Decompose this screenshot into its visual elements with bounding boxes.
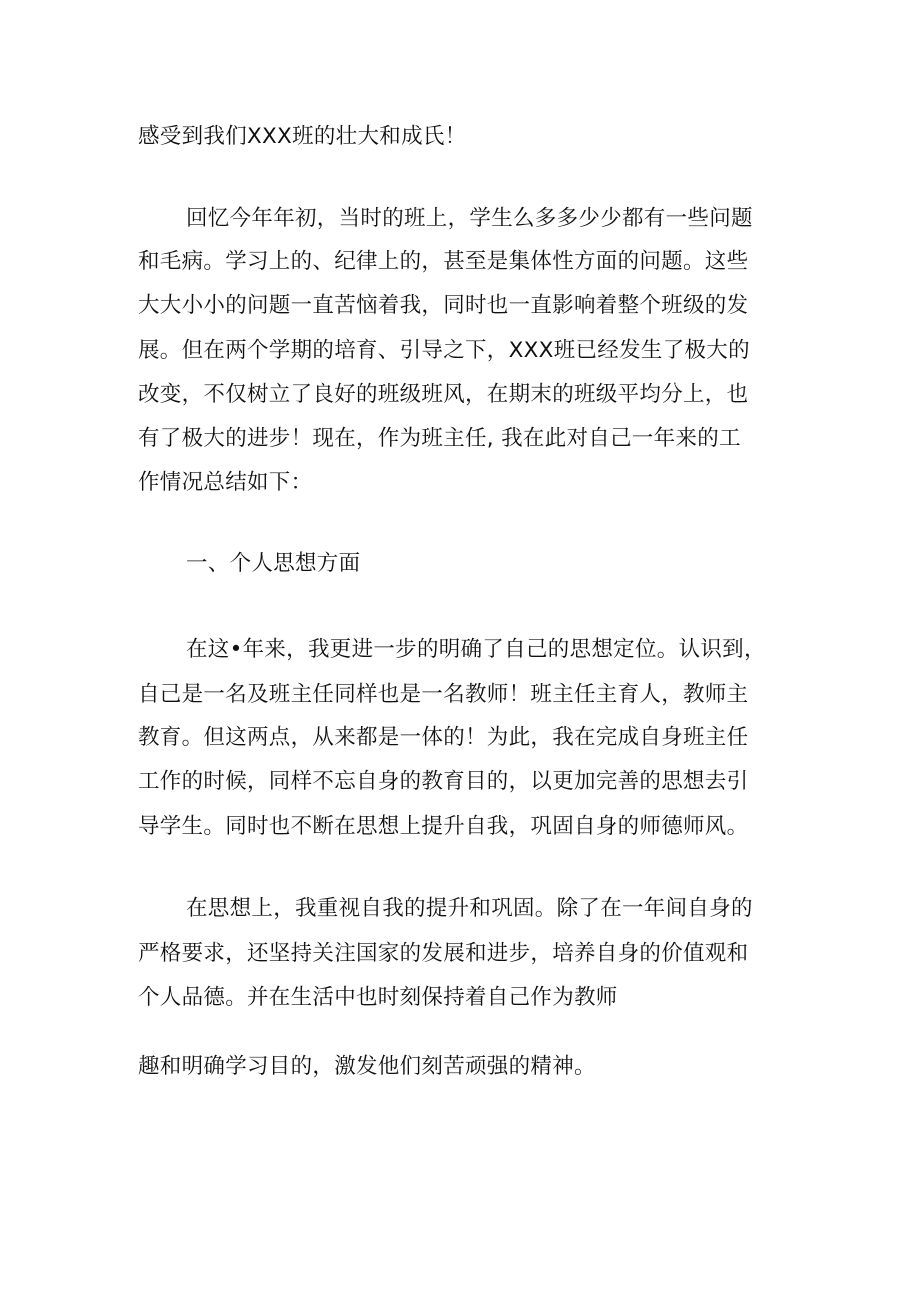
paragraph-line: 工作的时候，同样不忘自身的教育目的，以更加完善的思想去引 xyxy=(138,769,749,794)
paragraph-line: 个人品德。并在生活中也时刻保持着自己作为教师 xyxy=(138,985,618,1010)
paragraph-line: 导学生。同时也不断在思想上提升自我，巩固自身的师德师风。 xyxy=(138,814,749,839)
paragraph-line: 展。但在两个学期的培育、引导之下，XXX班已经发生了极大的 xyxy=(138,338,750,363)
paragraph-line: 自己是一名及班主任同样也是一名教师！班主任主育人，教师主 xyxy=(138,682,749,707)
paragraph-line: 趣和明确学习目的，激发他们刻苦顽强的精神。 xyxy=(138,1054,596,1079)
paragraph-line: 有了极大的进步！现在，作为班主任, 我在此对自己一年来的工 xyxy=(138,426,741,451)
section-heading: 一、个人思想方面 xyxy=(186,551,361,576)
paragraph-line: 大大小小的问题一直苦恼着我，同时也一直影响着整个班级的发 xyxy=(138,293,749,318)
paragraph-line: 在思想上，我重视自我的提升和巩固。除了在一年间自身的 xyxy=(186,896,753,921)
paragraph-line: 作情况总结如下： xyxy=(138,470,313,495)
paragraph-line: 教育。但这两点，从来都是一体的！为此，我在完成自身班主任 xyxy=(138,725,749,750)
paragraph-line: 和毛病。学习上的、纪律上的，甚至是集体性方面的问题。这些 xyxy=(138,249,749,274)
paragraph-line: 严格要求，还坚持关注国家的发展和进步，培养自身的价值观和 xyxy=(138,941,749,966)
paragraph-line: 回忆今年年初，当时的班上，学生么多多少少都有一些问题 xyxy=(186,206,753,231)
paragraph-line: 在这•年来，我更进一步的明确了自己的思想定位。认识到， xyxy=(186,637,766,662)
paragraph-line: 改变，不仅树立了良好的班级班风，在期末的班级平均分上，也 xyxy=(138,382,749,407)
paragraph-line: 感受到我们XXX班的壮大和成氏！ xyxy=(138,124,467,149)
